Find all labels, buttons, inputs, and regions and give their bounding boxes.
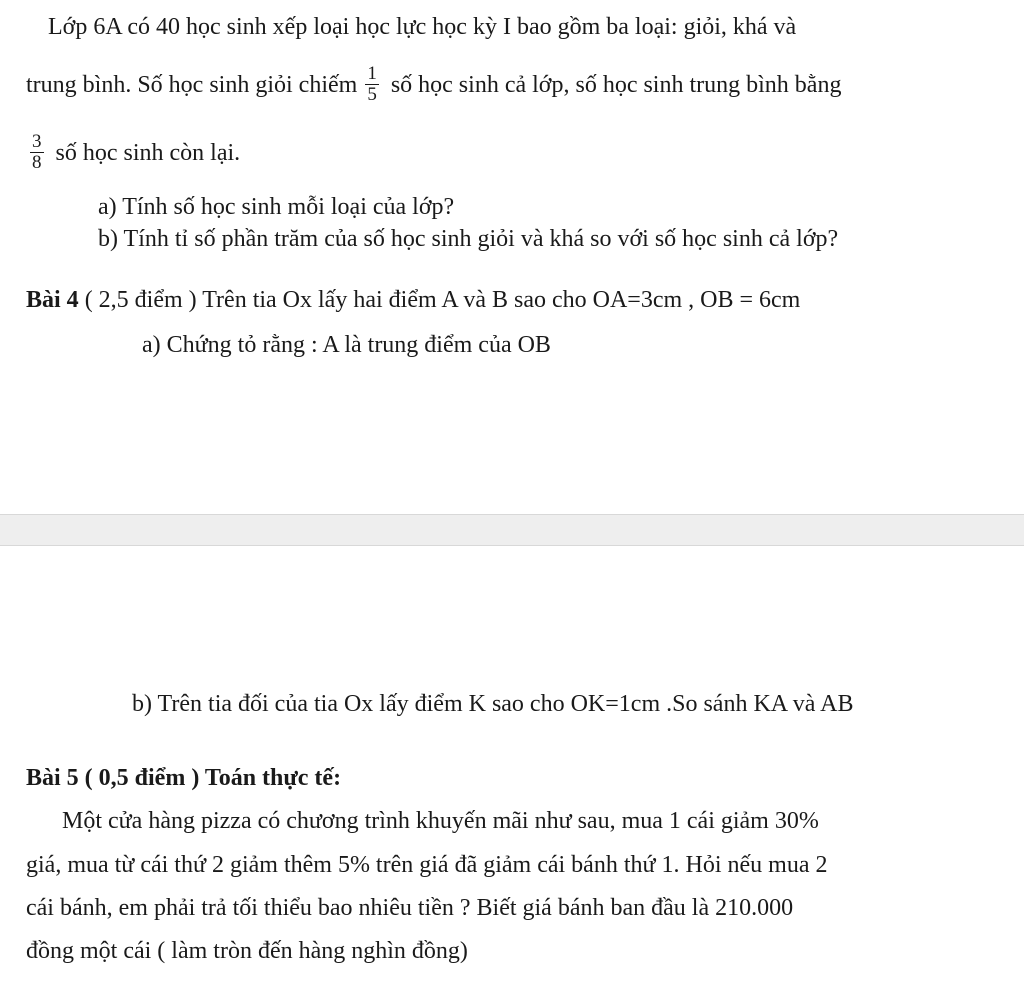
- p4-part-a: a) Chứng tỏ rằng : A là trung điểm của OB: [142, 332, 551, 358]
- p4-heading: Bài 4: [26, 287, 79, 313]
- p5-heading: [26, 763, 341, 793]
- p5-line-2: giá, mua từ cái thứ 2 giảm thêm 5% trên giá đã giảm cái bánh thứ 1. Hỏi nếu mua 2: [26, 852, 828, 878]
- p3-line-2-after: số học sinh cả lớp, số học sinh trung bình bằng: [390, 72, 842, 99]
- p3-line-1: Lớp 6A có 40 học sinh xếp loại học lực học kỳ I bao gồm ba loại: giỏi, khá và: [48, 14, 797, 40]
- p4-part-b: b) Trên tia đối của tia Ox lấy điểm K sao cho OK=1cm .So sánh KA và AB: [132, 691, 854, 717]
- fraction-three-eighths: [30, 132, 44, 173]
- p4-statement: [26, 285, 800, 315]
- p3-part-a: a) Tính số học sinh mỗi loại của lớp?: [98, 194, 455, 220]
- p3-line-2: [26, 63, 842, 107]
- p3-line-3-after: số học sinh còn lại.: [55, 140, 241, 167]
- p5-line-3: cái bánh, em phải trả tối thiểu bao nhiêu tiền ? Biết giá bánh ban đầu là 210.000: [26, 895, 794, 921]
- p4-text: ( 2,5 điểm ) Trên tia Ox lấy hai điểm A và B sao cho OA=3cm , OB = 6cm: [78, 287, 801, 313]
- p5-heading-text: Bài 5 ( 0,5 điểm ) Toán thực tế:: [26, 765, 342, 791]
- p3-line-3: [26, 131, 241, 175]
- fraction-numerator: 3: [32, 131, 42, 152]
- page-break: [0, 514, 1024, 546]
- p3-line-2-before: trung bình. Số học sinh giỏi chiếm: [26, 72, 358, 99]
- p5-line-4: đồng một cái ( làm tròn đến hàng nghìn đồng): [26, 938, 468, 964]
- p5-line-1: Một cửa hàng pizza có chương trình khuyến mãi như sau, mua 1 cái giảm 30%: [62, 808, 819, 834]
- fraction-one-fifth: [365, 64, 379, 105]
- p3-part-b: b) Tính tỉ số phần trăm của số học sinh giỏi và khá so với số học sinh cả lớp?: [98, 226, 839, 252]
- fraction-numerator: 1: [367, 63, 377, 84]
- fraction-denominator: 5: [367, 84, 377, 105]
- fraction-denominator: 8: [32, 152, 42, 173]
